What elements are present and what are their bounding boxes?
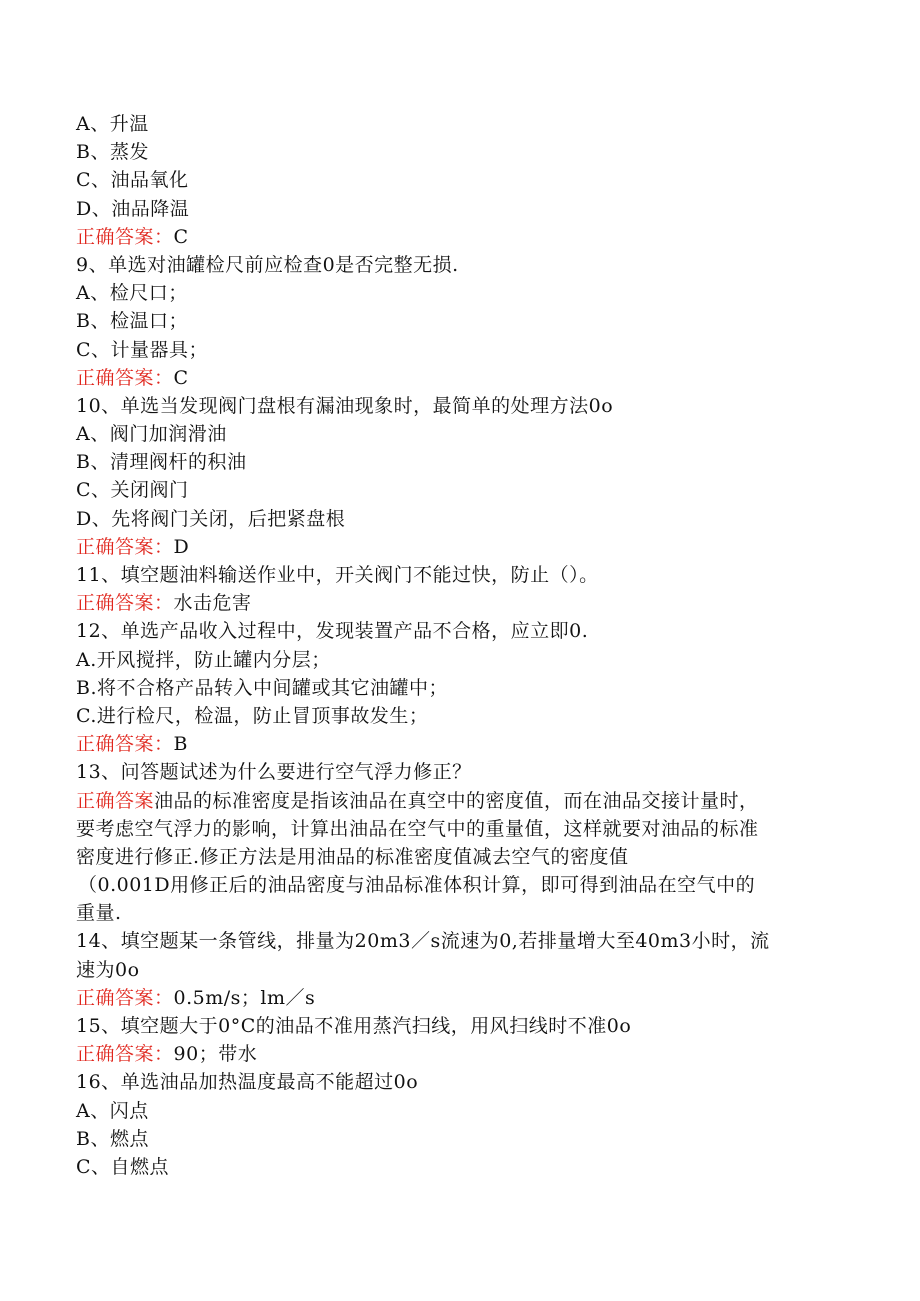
option-b: B、燃点: [76, 1127, 149, 1150]
answer-label: 正确答案：: [76, 535, 174, 558]
answer-label: 正确答案：: [76, 225, 174, 248]
answer-line: [76, 730, 846, 758]
option-b: B、检温口；: [76, 310, 188, 333]
option-a: A、检尺口；: [76, 282, 188, 305]
option-a: A、闪点: [76, 1099, 149, 1122]
answer-value: 90；带水: [173, 1043, 258, 1066]
option-d: D、先将阀门关闭，后把紧盘根: [76, 507, 346, 530]
answer-text-line: 密度进行修正.修正方法是用油品的标准密度值减去空气的密度值: [76, 845, 629, 868]
question-13: 13、问答题试述为什么要进行空气浮力修正？: [76, 761, 472, 784]
answer-line: [76, 984, 846, 1012]
option-c: C、油品氧化: [76, 169, 189, 192]
answer-value: D: [173, 535, 190, 558]
option-a: A、阀门加润滑油: [76, 423, 227, 446]
answer-paragraph: [76, 787, 846, 928]
answer-line: [76, 364, 846, 392]
question-16: 16、单选油品加热温度最高不能超过0o: [76, 1071, 419, 1094]
option-b: B.将不合格产品转入中间罐或其它油罐中；: [76, 676, 449, 699]
option-c: C.进行检尺，检温，防止冒顶事故发生；: [76, 704, 429, 727]
answer-value: B: [173, 733, 188, 756]
answer-label: 正确答案：: [76, 592, 174, 615]
question-9: 9、单选对油罐检尺前应检查0是否完整无损.: [76, 253, 459, 276]
answer-value: 0.5m/s；lm／s: [173, 986, 316, 1009]
answer-label: 正确答案：: [76, 986, 174, 1009]
question-14: 14、填空题某一条管线，排量为20m3／s流速为0,若排量增大至40m3小时，流: [76, 930, 770, 953]
option-d: D、油品降温: [76, 197, 190, 220]
question-12: 12、单选产品收入过程中，发现装置产品不合格，应立即0.: [76, 620, 589, 643]
answer-line: [76, 589, 846, 617]
answer-text-line: 重量.: [76, 902, 122, 925]
question-list: [76, 110, 846, 1181]
question-15: 15、填空题大于0°C的油品不准用蒸汽扫线，用风扫线时不准0o: [76, 1015, 632, 1037]
answer-text-line: （0.001D用修正后的油品密度与油品标准体积计算，即可得到油品在空气中的: [78, 874, 756, 897]
answer-line: [76, 1040, 846, 1068]
option-c: C、自燃点: [76, 1155, 170, 1178]
option-a: A.开风搅拌，防止罐内分层；: [76, 648, 331, 671]
answer-value: 水击危害: [173, 592, 252, 615]
answer-label: 正确答案：: [76, 366, 174, 389]
answer-label: 正确答案：: [76, 1043, 174, 1066]
option-a: A、升温: [76, 113, 149, 135]
question-11: 11、填空题油料输送作业中，开关阀门不能过快，防止（）。: [76, 564, 599, 586]
question-14-cont: 速为0o: [76, 958, 140, 981]
question-10: 10、单选当发现阀门盘根有漏油现象时，最简单的处理方法0o: [76, 394, 614, 417]
option-c: C、关闭阀门: [76, 479, 189, 502]
option-b: B、蒸发: [76, 141, 149, 164]
answer-value: C: [173, 366, 189, 389]
answer-value: C: [173, 225, 189, 248]
answer-text-line: 要考虑空气浮力的影响，计算出油品在空气中的重量值，这样就要对油品的标准: [76, 817, 759, 840]
answer-label: 正确答案：: [76, 733, 174, 756]
answer-line: [76, 223, 846, 251]
option-b: B、清理阀杆的积油: [76, 451, 247, 474]
answer-line: [76, 533, 846, 561]
option-c: C、计量器具；: [76, 338, 209, 361]
answer-label: 正确答案: [76, 789, 155, 812]
answer-text-line: 正确答案油品的标准密度是指该油品在真空中的密度值，而在油品交接计量时，: [76, 789, 759, 812]
